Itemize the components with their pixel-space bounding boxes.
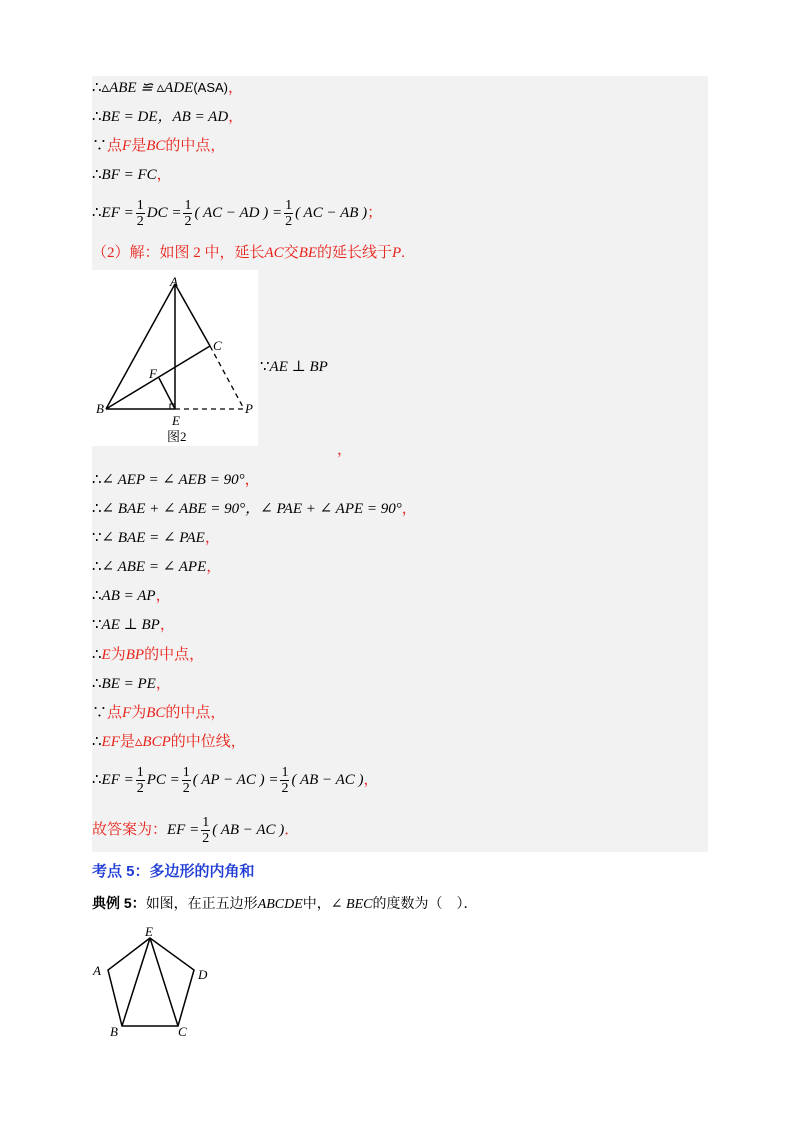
because-symbol: ∵ [92, 705, 108, 721]
therefore-symbol: ∴ [92, 501, 102, 517]
denominator: 2 [136, 781, 144, 797]
numerator: 1 [281, 765, 289, 781]
var: F [122, 138, 132, 154]
expr: ( AP − AC ) = [192, 772, 279, 788]
fraction-half [183, 198, 192, 229]
punct: ， [206, 559, 222, 575]
punct: ， [204, 530, 220, 546]
label-a: A [170, 274, 178, 289]
label-e: E [145, 924, 153, 939]
asa-label: (ASA) [193, 80, 228, 95]
therefore-symbol: ∴ [92, 80, 102, 96]
var: ABCDE [257, 897, 303, 912]
figure-2 [92, 270, 258, 446]
fraction-half [284, 198, 293, 229]
text: （2）解：如图 2 中，延长 [92, 245, 265, 261]
equation: AB = AP [101, 588, 156, 604]
punct: ， [159, 617, 175, 633]
expr: ( AC − AB ) [295, 205, 368, 221]
proof-line-2 [92, 107, 243, 127]
equation: AE ⊥ BP [269, 359, 328, 375]
pentagon-figure [92, 922, 222, 1040]
punct: ， [401, 501, 417, 517]
numerator: 1 [184, 198, 192, 214]
punct: ， [363, 772, 379, 788]
example-question [92, 893, 477, 915]
label-f: F [149, 366, 157, 381]
congruence-expr: ▵ABE ≌ ▵ADE [101, 80, 194, 96]
label-b: B [96, 401, 104, 416]
text: 的度数为（ ）． [372, 897, 478, 912]
label-b: B [110, 1024, 118, 1039]
punct: ， [156, 167, 172, 183]
expr: ( AB − AC ) [291, 772, 364, 788]
therefore-symbol: ∴ [92, 676, 102, 692]
proof-line-3 [92, 136, 225, 156]
equation: BE = DE，AB = AD [101, 109, 229, 125]
expr: PC = [146, 772, 180, 788]
proof-line-18 [92, 732, 246, 752]
punct: ， [155, 676, 171, 692]
punct: ， [210, 138, 226, 154]
var: F [122, 705, 132, 721]
label-e: E [172, 413, 180, 428]
punct: ； [367, 205, 383, 221]
section-heading: 考点 5：多边形的内角和 [92, 863, 255, 880]
punct: ， [244, 472, 260, 488]
proof-line-7 [260, 357, 328, 377]
equation: ∠ BAE = ∠ PAE [101, 530, 205, 546]
proof-line-17 [92, 703, 225, 723]
punct: . [401, 245, 405, 261]
figure-2-diagram [92, 270, 258, 446]
stray-comma: ， [337, 442, 353, 458]
denominator: 2 [182, 781, 190, 797]
therefore-symbol: ∴ [92, 734, 102, 750]
denominator: 2 [281, 781, 289, 797]
equation: ∠ AEP = ∠ AEB = 90° [101, 472, 245, 488]
var: BC [146, 705, 166, 721]
proof-line-15 [92, 645, 204, 665]
expr: ( AB − AC ) [212, 822, 285, 838]
text: 为 [110, 647, 126, 663]
punct: ， [228, 109, 244, 125]
var: BE [298, 245, 318, 261]
numerator: 1 [136, 198, 144, 214]
therefore-symbol: ∴ [92, 472, 102, 488]
text: 为 [131, 705, 147, 721]
therefore-symbol: ∴ [92, 109, 102, 125]
denominator: 2 [285, 214, 293, 230]
text: 是 [131, 138, 147, 154]
therefore-symbol: ∴ [92, 167, 102, 183]
equation: ∠ ABE = ∠ APE [101, 559, 207, 575]
text: 的中点 [144, 647, 190, 663]
label-a: A [93, 963, 101, 978]
pentagon-diagram [92, 922, 222, 1040]
equation: ∠ BAE + ∠ ABE = 90°，∠ PAE + ∠ APE = 90° [101, 501, 402, 517]
proof-line-1 [92, 78, 243, 98]
var: ∠ BEC [330, 897, 373, 912]
fraction-half [201, 815, 210, 846]
proof-line-12 [92, 557, 221, 577]
punct: ， [155, 588, 171, 604]
punct: ， [189, 647, 205, 663]
proof-line-9 [92, 470, 260, 490]
var: EF [101, 734, 120, 750]
text: 的中点 [165, 138, 211, 154]
therefore-symbol: ∴ [92, 588, 102, 604]
expr: EF = [167, 822, 200, 838]
therefore-symbol: ∴ [92, 772, 102, 788]
text: 点 [107, 138, 123, 154]
fraction-half [136, 198, 145, 229]
text: 如图，在正五边形 [145, 897, 258, 912]
therefore-symbol: ∴ [92, 559, 102, 575]
label-c: C [178, 1024, 187, 1039]
proof-line-19 [92, 762, 379, 798]
proof-line-4 [92, 165, 172, 185]
var: ▵BCP [134, 734, 171, 750]
example-label: 典例 5： [92, 895, 146, 911]
var: BP [125, 647, 145, 663]
therefore-symbol: ∴ [92, 647, 102, 663]
proof-line-5 [92, 195, 382, 231]
because-symbol: ∵ [92, 138, 108, 154]
figure-caption: 图2 [167, 429, 187, 444]
var: AC [264, 245, 284, 261]
label-c: C [213, 338, 222, 353]
proof-line-16 [92, 674, 171, 694]
expr: ( AC − AD ) = [194, 205, 283, 221]
numerator: 1 [202, 815, 210, 831]
equation: BE = PE [101, 676, 156, 692]
expr: EF = [101, 205, 134, 221]
text: 交 [283, 245, 299, 261]
var: P [392, 245, 402, 261]
equation: BF = FC [101, 167, 157, 183]
label-p: P [245, 401, 253, 416]
punct: ， [228, 80, 244, 96]
expr: EF = [101, 772, 134, 788]
var: E [101, 647, 111, 663]
label-d: D [198, 967, 208, 982]
proof-line-10 [92, 499, 417, 519]
numerator: 1 [182, 765, 190, 781]
fraction-half [280, 765, 289, 796]
answer-line [92, 812, 299, 848]
fraction-half [136, 765, 145, 796]
answer-label: 故答案为： [92, 822, 168, 838]
text: 的中位线 [170, 734, 231, 750]
because-symbol: ∵ [260, 359, 270, 375]
var: BC [146, 138, 166, 154]
numerator: 1 [285, 198, 293, 214]
equation: AE ⊥ BP [101, 617, 160, 633]
therefore-symbol: ∴ [92, 205, 102, 221]
text: 的延长线于 [317, 245, 393, 261]
because-symbol: ∵ [92, 617, 102, 633]
text: 点 [107, 705, 123, 721]
denominator: 2 [136, 214, 144, 230]
proof-line-6 [92, 243, 405, 263]
denominator: 2 [184, 214, 192, 230]
expr: DC = [146, 205, 182, 221]
text: 的中点 [165, 705, 211, 721]
text: 中， [302, 897, 331, 912]
text: 是 [119, 734, 135, 750]
numerator: 1 [136, 765, 144, 781]
punct: ， [210, 705, 226, 721]
punct: ． [284, 822, 300, 838]
fraction-half [182, 765, 191, 796]
denominator: 2 [202, 831, 210, 847]
punct: ， [230, 734, 246, 750]
proof-line-14 [92, 615, 175, 635]
because-symbol: ∵ [92, 530, 102, 546]
proof-line-11 [92, 528, 220, 548]
proof-line-13 [92, 586, 171, 606]
